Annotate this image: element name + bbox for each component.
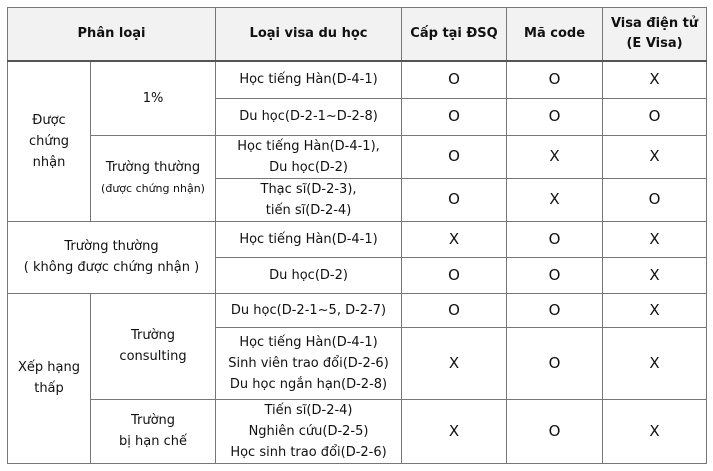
table-row (8, 61, 707, 98)
evisa-cell: X (603, 293, 707, 327)
code-cell: O (507, 98, 603, 135)
header-visa-type: Loại visa du học (216, 8, 402, 62)
visa-type-cell: Du học(D-2) (216, 257, 402, 293)
header-row (8, 8, 707, 62)
visa-type-cell: Du học(D-2-1~D-2-8) (216, 98, 402, 135)
embassy-cell: O (402, 257, 507, 293)
embassy-cell: X (402, 327, 507, 399)
evisa-cell: X (603, 257, 707, 293)
code-cell: O (507, 221, 603, 257)
visa-type-cell: Học tiếng Hàn(D-4-1), Du học(D-2) (216, 135, 402, 178)
visa-type-cell: Du học(D-2-1~5, D-2-7) (216, 293, 402, 327)
code-cell: X (507, 178, 603, 221)
code-cell: O (507, 399, 603, 463)
evisa-cell: X (603, 221, 707, 257)
code-cell: O (507, 61, 603, 98)
group-normal-noncertified: Trường thường ( không được chứng nhận ) (8, 221, 216, 293)
evisa-cell: O (603, 178, 707, 221)
visa-type-cell: Học tiếng Hàn(D-4-1) Sinh viên trao đổi(D-2-6) Du học ngắn hạn(D-2-8) (216, 327, 402, 399)
embassy-cell: O (402, 135, 507, 178)
evisa-cell: X (603, 61, 707, 98)
embassy-cell: O (402, 61, 507, 98)
table-row (8, 221, 707, 257)
code-cell: O (507, 257, 603, 293)
subgroup-normal-certified-label: Trường thường (105, 160, 201, 175)
code-cell: X (507, 135, 603, 178)
embassy-cell: O (402, 178, 507, 221)
visa-comparison-table (7, 7, 707, 464)
header-category: Phân loại (8, 8, 216, 62)
code-cell: O (507, 293, 603, 327)
table-body (8, 61, 707, 463)
subgroup-consulting: Trường consulting (91, 293, 216, 399)
table-row (8, 135, 707, 178)
embassy-cell: O (402, 98, 507, 135)
subgroup-top1: 1% (91, 61, 216, 135)
evisa-cell: X (603, 327, 707, 399)
embassy-cell: X (402, 221, 507, 257)
subgroup-normal-certified (91, 135, 216, 221)
embassy-cell: X (402, 399, 507, 463)
embassy-cell: O (402, 293, 507, 327)
code-cell: O (507, 327, 603, 399)
header-embassy: Cấp tại ĐSQ (402, 8, 507, 62)
visa-type-cell: Học tiếng Hàn(D-4-1) (216, 61, 402, 98)
evisa-cell: X (603, 399, 707, 463)
subgroup-restricted: Trường bị hạn chế (91, 399, 216, 463)
header-code: Mã code (507, 8, 603, 62)
group-low-rank: Xếp hạng thấp (8, 293, 91, 463)
visa-type-cell: Học tiếng Hàn(D-4-1) (216, 221, 402, 257)
evisa-cell: O (603, 98, 707, 135)
evisa-cell: X (603, 135, 707, 178)
visa-type-cell: Thạc sĩ(D-2-3), tiến sĩ(D-2-4) (216, 178, 402, 221)
subgroup-normal-certified-note: (được chứng nhận) (101, 182, 205, 195)
table-row (8, 399, 707, 463)
header-evisa: Visa điện tử (E Visa) (603, 8, 707, 62)
table-header (8, 8, 707, 62)
group-certified: Được chứng nhận (8, 61, 91, 221)
table-row (8, 293, 707, 327)
visa-type-cell: Tiến sĩ(D-2-4) Nghiên cứu(D-2-5) Học sinh trao đổi(D-2-6) (216, 399, 402, 463)
